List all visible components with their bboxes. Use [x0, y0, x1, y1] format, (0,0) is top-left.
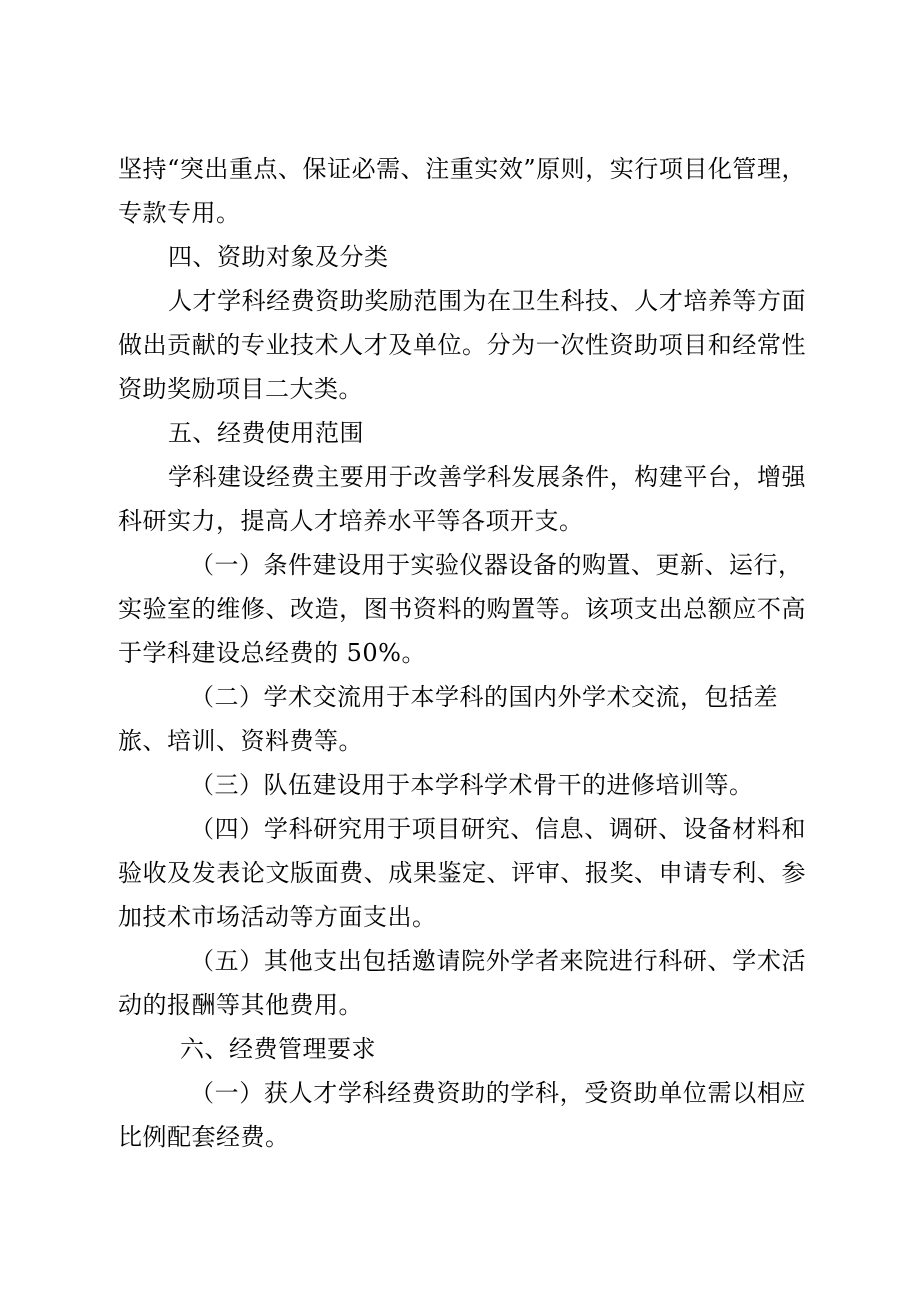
text-line-13: （二）学术交流用于本学科的国内外学术交流，包括差 [190, 683, 778, 711]
text-line-11: 实验室的维修、改造，图书资料的购置等。该项支出总额应不高 [118, 595, 806, 623]
text-line-12: 于学科建设总经费的 50%。 [118, 639, 426, 667]
text-line-23: 比例配套经费。 [118, 1123, 290, 1151]
text-line-10: （一）条件建设用于实验仪器设备的购置、更新、运行， [190, 551, 803, 579]
text-line-14: 旅、培训、资料费等。 [118, 727, 363, 755]
text-line-22: （一）获人才学科经费资助的学科，受资助单位需以相应 [190, 1079, 806, 1107]
text-line-16: （四）学科研究用于项目研究、信息、调研、设备材料和 [190, 815, 806, 843]
section-heading-5: 五、经费使用范围 [168, 419, 364, 447]
text-line-2: 专款专用。 [118, 199, 241, 227]
text-line-1: 坚持“突出重点、保证必需、注重实效”原则，实行项目化管理， [118, 155, 806, 183]
text-line-4: 人才学科经费资助奖励范围为在卫生科技、人才培养等方面 [168, 287, 806, 315]
text-line-8: 学科建设经费主要用于改善学科发展条件，构建平台，增强 [168, 463, 806, 491]
text-line-15: （三）队伍建设用于本学科学术骨干的进修培训等。 [190, 771, 754, 799]
text-line-18: 加技术市场活动等方面支出。 [118, 903, 437, 931]
text-line-5: 做出贡献的专业技术人才及单位。分为一次性资助项目和经常性 [118, 331, 806, 359]
text-line-17: 验收及发表论文版面费、成果鉴定、评审、报奖、申请专利、参 [118, 859, 806, 887]
text-line-19: （五）其他支出包括邀请院外学者来院进行科研、学术活 [190, 947, 806, 975]
section-heading-4: 四、资助对象及分类 [168, 243, 389, 271]
text-line-20: 动的报酬等其他费用。 [118, 991, 363, 1019]
text-line-6: 资助奖励项目二大类。 [118, 375, 363, 403]
text-line-9: 科研实力，提高人才培养水平等各项开支。 [118, 507, 584, 535]
section-heading-6: 六、经费管理要求 [180, 1035, 376, 1063]
